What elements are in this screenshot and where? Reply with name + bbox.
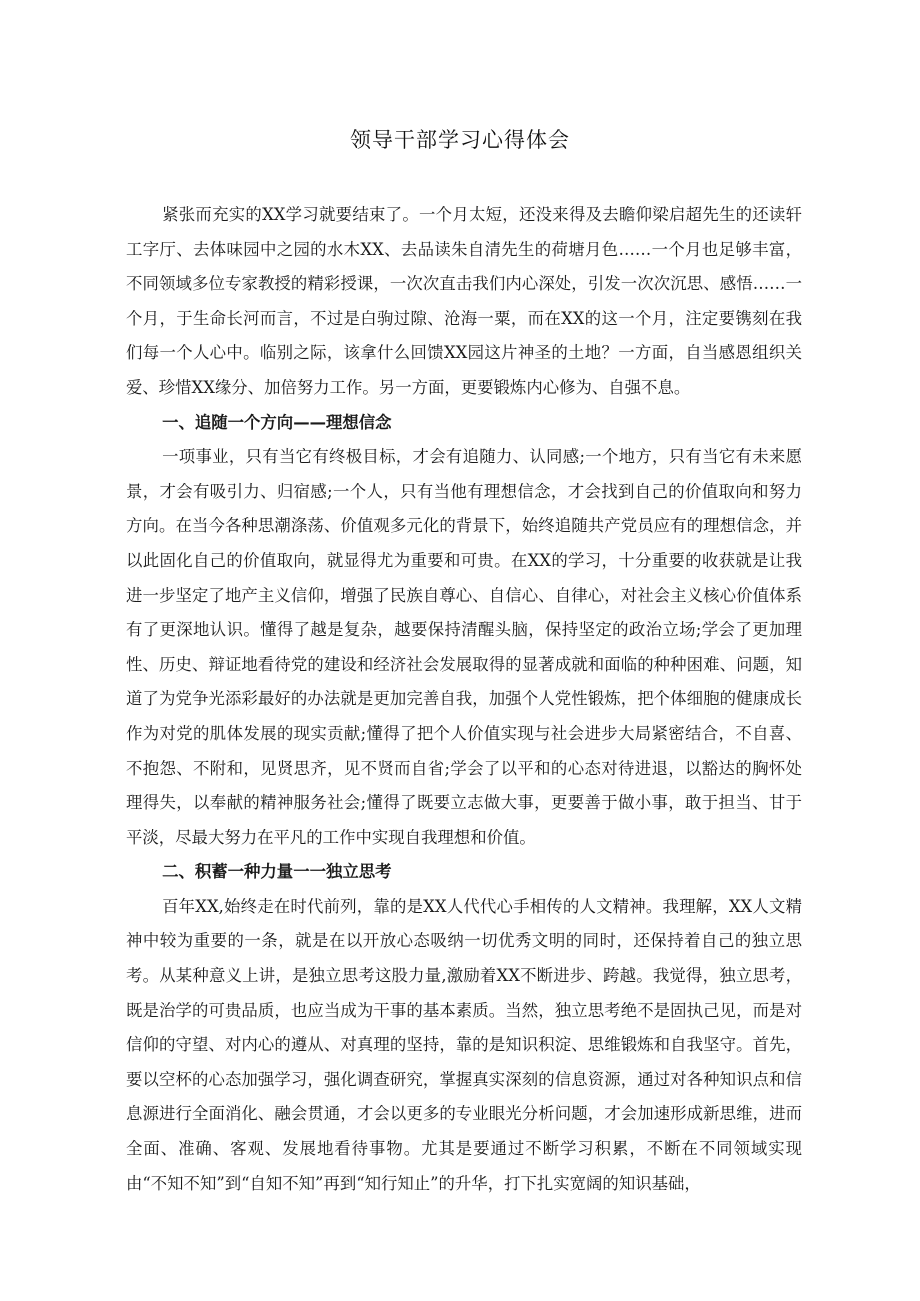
paragraph-intro: 紧张而充实的XX学习就要结束了。一个月太短，还没来得及去瞻仰梁启超先生的还读轩工字厅、去体味园中之园的水木XX、去品读朱自清先生的荷塘月色……一个月也足够丰富，不同领域多位专家教授的精彩授课，一次次直击我们内心深处，引发一次次沉思、感悟……一个月，于生命长河而言，不过是白驹过隙、沧海一粟，而在XX的这一个月，注定要镌刻在我们每一个人心中。临别之际，该拿什么回馈XX园这片神圣的土地？一方面，自当感恩组织关爱、珍惜XX缘分、加倍努力工作。另一方面，更要锻炼内心修为、自强不息。 <box>126 205 802 397</box>
document-title: 领导干部学习心得体会 <box>350 128 570 152</box>
paragraph-section-1: 一项事业，只有当它有终极目标，才会有追随力、认同感;一个地方，只有当它有未来愿景，才会有吸引力、归宿感;一个人，只有当他有理想信念，才会找到自己的价值取向和努力方向。在当今各种思潮涤荡、价值观多元化的背景下，始终追随共产党员应有的理想信念，并以此固化自己的价值取向，就显得尤为重要和可贵。在XX的学习，十分重要的收获就是让我进一步坚定了地产主义信仰，增强了民族自尊心、自信心、自律心，对社会主义核心价值体系有了更深地认识。懂得了越是复杂，越要保持清醒头脑，保持坚定的政治立场;学会了更加理性、历史、辩证地看待党的建设和经济社会发展取得的显著成就和面临的种种困难、问题，知道了为党争光添彩最好的办法就是更加完善自我，加强个人党性锻炼，把个体细胞的健康成长作为对党的肌体发展的现实贡献;懂得了把个人价值实现与社会进步大局紧密结合，不自喜、不抱怨、不附和，见贤思齐，见不贤而自省;学会了以平和的心态对待进退，以豁达的胸怀处理得失，以奉献的精神服务社会;懂得了既要立志做大事，更要善于做小事，敢于担当、甘于平淡，尽最大努力在平凡的工作中实现自我理想和价值。 <box>126 447 802 847</box>
paragraph-section-2: 百年XX,始终走在时代前列，靠的是XX人代代心手相传的人文精神。我理解，XX人文精神中较为重要的一条，就是在以开放心态吸纳一切优秀文明的同时，还保持着自己的独立思考。从某种意义上讲，是独立思考这股力量,激励着XX不断进步、跨越。我觉得，独立思考，既是治学的可贵品质，也应当成为干事的基本素质。当然，独立思考绝不是固执己见，而是对信仰的守望、对内心的遵从、对真理的坚持，靠的是知识积淀、思维锻炼和自我坚守。首先，要以空杯的心态加强学习，强化调查研究，掌握真实深刻的信息资源，通过对各种知识点和信息源进行全面消化、融会贯通，才会以更多的专业眼光分析问题，才会加速形成新思维，进而全面、准确、客观、发展地看待事物。尤其是要通过不断学习积累，不断在不同领域实现由“不知不知”到“自知不知”再到“知行知止”的升华，打下扎实宽阔的知识基础， <box>126 896 802 1193</box>
section-heading-1: 一、追随一个方向——理想信念 <box>162 412 392 432</box>
section-heading-2: 二、积蓄一种力量一一独立思考 <box>162 862 392 882</box>
document-body <box>126 198 802 1201</box>
